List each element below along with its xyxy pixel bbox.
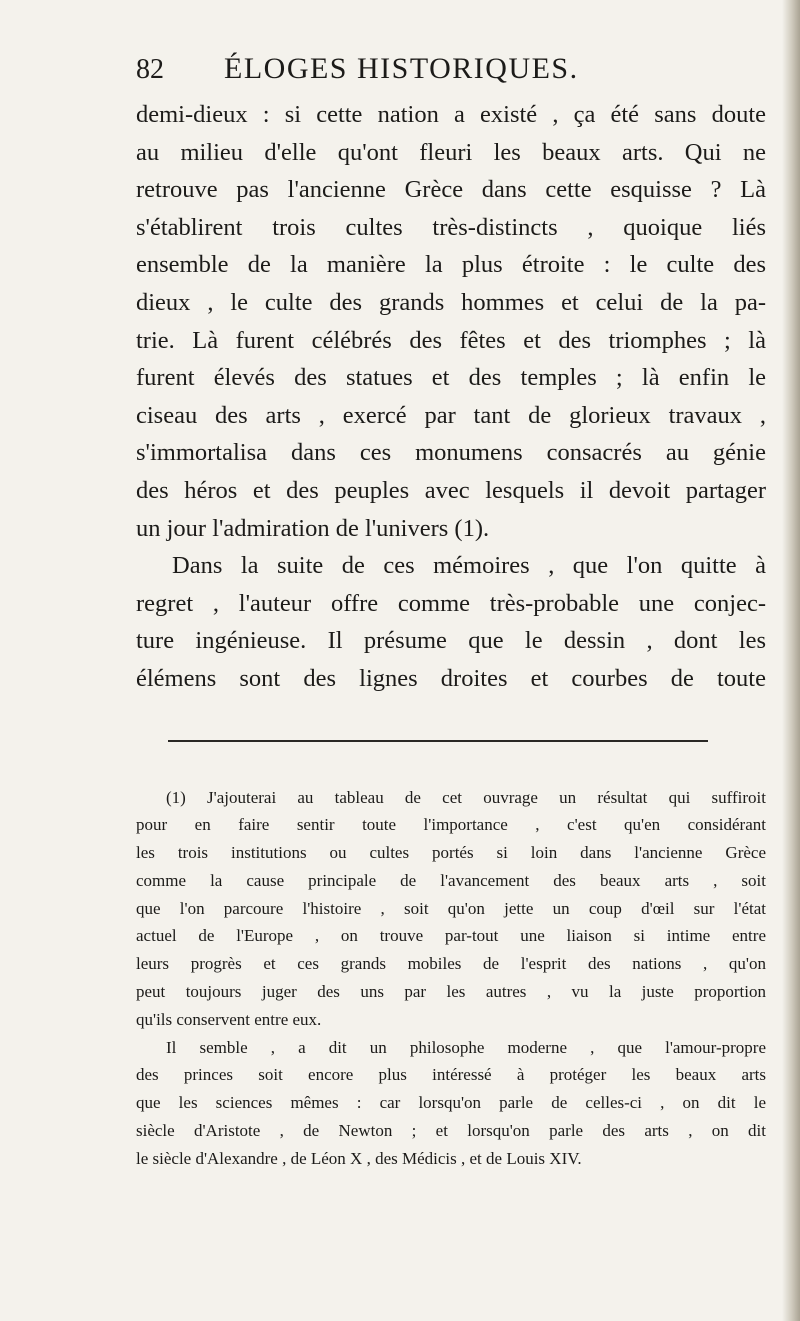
body-line: s'immortalisa dans ces monumens consacrés au génie: [136, 439, 766, 467]
body-line: trie. Là furent célébrés des fêtes et des triomphes ; là: [136, 326, 766, 354]
footnotes: [136, 784, 766, 1173]
main-text: [136, 96, 766, 698]
footnote-line: peut toujours juger des uns par les autres , vu la juste proportion: [136, 982, 766, 1002]
running-title: ÉLOGES HISTORIQUES.: [224, 52, 579, 85]
footnote-line: le siècle d'Alexandre , de Léon X , des Médicis , et de Louis XIV.: [136, 1148, 582, 1168]
body-line: ensemble de la manière la plus étroite : le culte des: [136, 251, 766, 279]
body-line: regret , l'auteur offre comme très-probable une conjec-: [136, 589, 766, 617]
body-line: demi-dieux : si cette nation a existé , ça été sans doute: [136, 101, 766, 128]
footnote-line: actuel de l'Europe , on trouve par-tout une liaison si intime entre: [136, 926, 766, 946]
body-line: des héros et des peuples avec lesquels il devoit partager: [136, 476, 766, 504]
footnote-line: que l'on parcoure l'histoire , soit qu'on jette un coup d'œil sur l'état: [136, 898, 766, 918]
body-line: Dans la suite de ces mémoires , que l'on quitte à: [172, 552, 766, 580]
body-line: élémens sont des lignes droites et courbes de toute: [136, 664, 766, 692]
footnote-line: siècle d'Aristote , de Newton ; et lorsqu'on parle des arts , on dit: [136, 1121, 766, 1141]
footnote-line: les trois institutions ou cultes portés si loin dans l'ancienne Grèce: [136, 843, 766, 863]
footnote-rule: [168, 740, 708, 742]
footnote-line: comme la cause principale de l'avancement des beaux arts , soit: [136, 870, 766, 890]
footnote-line: des princes soit encore plus intéressé à protéger les beaux arts: [136, 1065, 766, 1085]
body-line: dieux , le culte des grands hommes et celui de la pa-: [136, 288, 766, 316]
body-line: au milieu d'elle qu'ont fleuri les beaux arts. Qui ne: [136, 138, 766, 166]
footnote-line: qu'ils conservent entre eux.: [136, 1009, 322, 1029]
page-edge-shadow: [782, 0, 800, 1321]
footnote-line: (1) J'ajouterai au tableau de cet ouvrage un résultat qui suffiroit: [166, 787, 766, 807]
footnote-line: Il semble , a dit un philosophe moderne , que l'amour-propre: [166, 1037, 766, 1057]
body-line: ture ingénieuse. Il présume que le dessin , dont les: [136, 627, 766, 655]
footnote-line: que les sciences mêmes : car lorsqu'on parle de celles-ci , on dit le: [136, 1093, 766, 1113]
footnote-line: pour en faire sentir toute l'importance , c'est qu'en considérant: [136, 815, 766, 835]
text-block: [136, 52, 766, 1173]
body-line: furent élevés des statues et des temples ; là enfin le: [136, 364, 766, 392]
footnote-line: leurs progrès et ces grands mobiles de l'esprit des nations , qu'on: [136, 954, 766, 974]
running-head: [136, 52, 766, 96]
page-number: 82: [136, 54, 164, 85]
body-line: un jour l'admiration de l'univers (1).: [136, 514, 490, 542]
body-line: retrouve pas l'ancienne Grèce dans cette esquisse ? Là: [136, 176, 766, 204]
body-line: ciseau des arts , exercé par tant de glorieux travaux ,: [136, 401, 766, 429]
body-line: s'établirent trois cultes très-distincts , quoique liés: [136, 213, 766, 241]
